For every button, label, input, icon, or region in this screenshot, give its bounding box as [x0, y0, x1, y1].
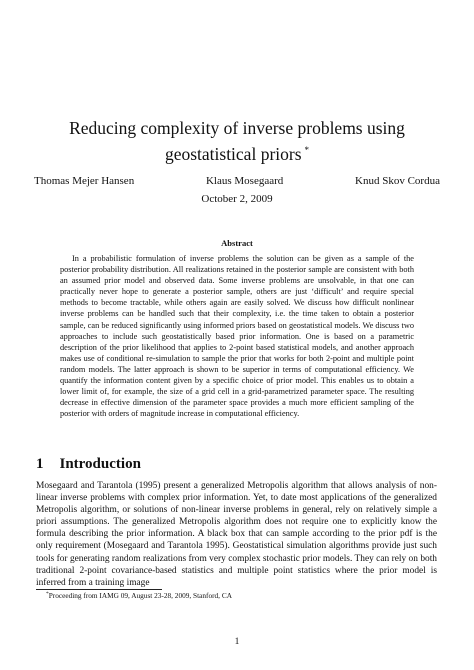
paper-title	[0, 117, 474, 165]
paper-title-line-2-text: geostatistical priors	[164, 144, 302, 164]
author-list	[34, 175, 440, 187]
page-number: 1	[234, 637, 240, 647]
paper-title-line-2	[0, 139, 474, 165]
section-title: Introduction	[59, 456, 141, 472]
footnote-divider	[36, 589, 162, 590]
author-2: Klaus Mosegaard	[205, 175, 284, 187]
footnote-text: Proceeding from IAMG 09, August 23-28, 2009, Stanford, CA	[48, 591, 232, 600]
author-3: Knud Skov Cordua	[355, 175, 440, 187]
section-heading	[36, 456, 141, 473]
title-footnote-mark: *	[304, 145, 310, 155]
section-number: 1	[36, 456, 44, 472]
introduction-text: Mosegaard and Tarantola (1995) present a generalized Metropolis algorithm that allows analysis of non-linear inverse problems with complex prior information. Yet, to date most applications of the generalized Metropolis algorithm, or solutions of non-linear inverse problems in general, rely on relatively simple a priori assumptions. The generalized Metropolis algorithm does not require one to explicitly know the formula describing the prior information. A black box that can sample according to the prior pdf is the only requirement (Mosegaard and Tarantola 1995). Geostatistical simulation algorithms provide just such tools for generating random realizations from very complex stochastic prior models. They can rely on both traditional 2-point covariance-based statistics and multiple point statistics where the prior model is inferred from a training image	[36, 481, 437, 588]
author-1: Thomas Mejer Hansen	[34, 175, 135, 187]
abstract-text: In a probabilistic formulation of inverse problems the solution can be given as a sample of the posterior probability distribution. All realizations retained in the posterior sample are consistent with both an assumed prior model and observed data. Some inverse problems are unsolvable, in that one can practically never hope to generate a posterior sample, others are just ‘difficult’ and require special methods to become tractable, while others again are easily solved. We discuss how difficult nonlinear inverse problems can be handled such that their complexity, i.e. the time taken to obtain a posterior sample, can be reduced significantly using informed priors based on geostatistical models. We discuss two approaches to include such geostatistically based prior information. One is based on a parametric description of the prior likelihood that applies to 2-point based statistical models, and another approach makes use of conditional re-simulation to sample the prior that works for both 2-point and multiple point random models. The latter approach is shown to be superior in terms of computational efficiency. We quantify the information content given by a specific choice of prior model. This enables us to obtain a lower limit of, for example, the size of a grid cell in a grid-parametrized parameter space. The resulting decrease in effective dimension of the parameter space provides a much more efficient sampling of the posterior with orders of magnitude increase in computational efficiency.	[60, 254, 414, 419]
paper-date: October 2, 2009	[201, 193, 273, 205]
paper-title-line-1: Reducing complexity of inverse problems using	[69, 118, 405, 138]
footnote-mark: *	[46, 591, 49, 597]
footnote	[46, 591, 232, 600]
abstract-heading: Abstract	[221, 238, 253, 248]
